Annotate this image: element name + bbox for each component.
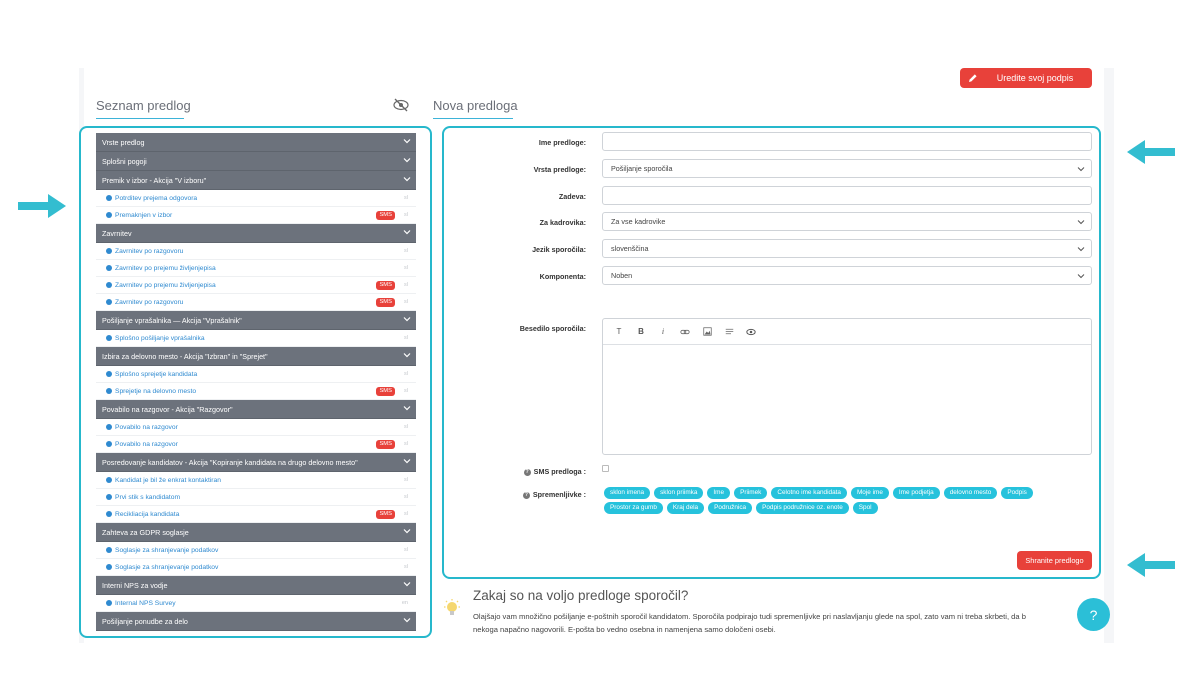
template-item-label: Kandidat je bil že enkrat kontaktiran xyxy=(115,476,221,484)
template-group-header[interactable] xyxy=(96,453,416,472)
arrow-left-icon xyxy=(1127,140,1175,164)
variable-tag[interactable]: Ime podjetja xyxy=(893,487,940,499)
chevron-right-circle-icon xyxy=(106,600,112,606)
info-icon: ? xyxy=(525,468,529,475)
chevron-right-circle-icon xyxy=(106,511,112,517)
chevron-right-circle-icon xyxy=(106,335,112,341)
sms-template-label-text: SMS predloga : xyxy=(533,467,586,476)
tab-new-template[interactable] xyxy=(433,98,518,113)
tab-template-list-label: Seznam predlog xyxy=(96,98,191,113)
template-item-label: Premaknjen v izbor xyxy=(115,211,173,219)
template-list-item[interactable] xyxy=(96,243,416,260)
recruiter-value: Za vse kadrovike xyxy=(611,217,666,226)
chevron-down-icon xyxy=(403,457,411,465)
template-group-header[interactable] xyxy=(96,612,416,631)
tab-underline xyxy=(433,118,513,119)
template-group-header[interactable] xyxy=(96,347,416,366)
image-icon[interactable] xyxy=(701,326,713,338)
chevron-down-icon xyxy=(403,315,411,323)
template-item-label: Internal NPS Survey xyxy=(115,599,176,607)
chevron-down-icon xyxy=(403,156,411,164)
link-icon[interactable] xyxy=(679,326,691,338)
subject-label: Zadeva: xyxy=(558,192,586,201)
language-label: Jezik sporočila: xyxy=(532,245,586,254)
text-style-icon[interactable]: T xyxy=(616,327,622,336)
chevron-down-icon xyxy=(1077,272,1085,280)
sms-badge: SMS xyxy=(376,211,395,220)
chevron-down-icon xyxy=(403,228,411,236)
component-label: Komponenta: xyxy=(539,272,586,281)
variable-tag[interactable]: Priimek xyxy=(734,487,767,499)
chevron-down-icon xyxy=(403,175,411,183)
language-code: sl xyxy=(404,564,408,570)
component-select[interactable] xyxy=(602,266,1092,285)
chevron-down-icon xyxy=(403,616,411,624)
variable-tag[interactable]: Podpis podružnice oz. enote xyxy=(756,502,849,514)
template-group-label: Povabilo na razgovor - Akcija "Razgovor" xyxy=(102,404,233,414)
template-list-item[interactable] xyxy=(96,542,416,559)
chevron-right-circle-icon xyxy=(106,212,112,218)
template-item-label: Zavrnitev po prejemu življenjepisa xyxy=(115,281,216,289)
chevron-right-circle-icon xyxy=(106,282,112,288)
template-group-header[interactable] xyxy=(96,576,416,595)
chevron-down-icon xyxy=(403,580,411,588)
eye-off-icon[interactable] xyxy=(393,98,409,112)
template-group-header[interactable] xyxy=(96,133,416,152)
chevron-right-circle-icon xyxy=(106,371,112,377)
tab-template-list[interactable] xyxy=(96,98,191,113)
sms-template-label xyxy=(436,467,586,476)
chevron-right-circle-icon xyxy=(106,547,112,553)
template-list-item[interactable] xyxy=(96,294,416,311)
template-group-label: Interni NPS za vodje xyxy=(102,580,168,590)
help-text-line: Olajšajo vam množično pošiljanje e-poštnih sporočil kandidatom. Sporočila podpirajo tudi spremenljivke pri naslavljanju glede na spol, zato vam ni treba skrbeti, da b xyxy=(473,612,1026,621)
chevron-right-circle-icon xyxy=(106,248,112,254)
save-template-label: Shranite predlogo xyxy=(1025,556,1084,565)
template-list-item[interactable] xyxy=(96,190,416,207)
chevron-down-icon xyxy=(1077,245,1085,253)
template-item-label: Povabilo na razgovor xyxy=(115,440,178,448)
template-group-label: Premik v izbor - Akcija "V izboru" xyxy=(102,175,207,185)
template-name-input[interactable] xyxy=(602,132,1092,151)
language-code: sl xyxy=(404,388,408,394)
template-item-label: Zavrnitev po razgovoru xyxy=(115,247,184,255)
template-list-item[interactable] xyxy=(96,506,416,523)
template-item-label: Splošno pošiljanje vprašalnika xyxy=(115,334,205,342)
template-group-label: Posredovanje kandidatov - Akcija "Kopiranje kandidata na drugo delovno mesto" xyxy=(102,457,358,467)
recruiter-label: Za kadrovika: xyxy=(539,218,586,227)
template-group-label: Zahteva za GDPR soglasje xyxy=(102,527,189,537)
template-item-label: Prvi stik s kandidatom xyxy=(115,493,181,501)
sms-badge: SMS xyxy=(376,387,395,396)
template-list-item[interactable] xyxy=(96,277,416,294)
sms-template-checkbox[interactable] xyxy=(602,465,609,472)
message-body-label: Besedilo sporočila: xyxy=(519,324,586,333)
sms-badge: SMS xyxy=(376,298,395,307)
component-value: Noben xyxy=(611,271,633,280)
template-list-item[interactable] xyxy=(96,383,416,400)
variable-tag[interactable]: Celotno ime kandidata xyxy=(771,487,847,499)
bold-icon[interactable]: B xyxy=(638,327,644,336)
help-title: Zakaj so na voljo predloge sporočil? xyxy=(473,588,689,603)
help-text xyxy=(473,610,1093,636)
template-item-label: Potrditev prejema odgovora xyxy=(115,194,198,202)
variable-tag[interactable]: sklon priimka xyxy=(654,487,703,499)
language-select[interactable] xyxy=(602,239,1092,258)
info-icon: ? xyxy=(524,491,528,498)
template-list-item[interactable] xyxy=(96,595,416,612)
tab-new-template-label: Nova predloga xyxy=(433,98,518,113)
template-item-label: Recikliacija kandidata xyxy=(115,510,180,518)
variable-tag[interactable]: sklon imena xyxy=(604,487,650,499)
template-item-label: Soglasje za shranjevanje podatkov xyxy=(115,546,219,554)
recruiter-select[interactable] xyxy=(602,212,1092,231)
template-name-label: Ime predloge: xyxy=(538,138,586,147)
template-group-header[interactable] xyxy=(96,523,416,542)
chevron-down-icon xyxy=(403,137,411,145)
chevron-down-icon xyxy=(1077,165,1085,173)
template-list xyxy=(96,133,416,631)
language-code: sl xyxy=(404,282,408,288)
template-list-item[interactable] xyxy=(96,207,416,224)
chevron-right-circle-icon xyxy=(106,477,112,483)
template-list-item[interactable] xyxy=(96,436,416,453)
chevron-down-icon xyxy=(403,351,411,359)
language-value: slovenščina xyxy=(611,244,649,253)
chevron-down-icon xyxy=(1077,218,1085,226)
template-item-label: Povabilo na razgovor xyxy=(115,423,178,431)
variable-tag[interactable]: Moje ime xyxy=(851,487,889,499)
variables-label xyxy=(436,490,586,499)
template-group-label: Pošiljanje ponudbe za delo xyxy=(102,616,188,626)
language-code: sl xyxy=(404,248,408,254)
variable-tag[interactable]: delovno mesto xyxy=(944,487,998,499)
message-body-editor[interactable] xyxy=(602,318,1092,455)
save-template-button[interactable] xyxy=(1017,551,1092,570)
lightbulb-icon xyxy=(442,598,462,618)
variable-tag[interactable]: Spol xyxy=(853,502,878,514)
help-button[interactable] xyxy=(1077,598,1110,631)
language-code: sl xyxy=(404,511,408,517)
chevron-down-icon xyxy=(403,527,411,535)
template-list-item[interactable] xyxy=(96,260,416,277)
template-list-item[interactable] xyxy=(96,330,416,347)
language-code: sl xyxy=(404,299,408,305)
edit-signature-button[interactable] xyxy=(960,68,1092,88)
language-code: sl xyxy=(404,547,408,553)
template-item-label: Sprejetje na delovno mesto xyxy=(115,387,197,395)
language-code: sl xyxy=(404,195,408,201)
template-group-header[interactable] xyxy=(96,152,416,171)
variable-tag[interactable]: Podpis xyxy=(1001,487,1033,499)
template-group-header[interactable] xyxy=(96,311,416,330)
variable-tag[interactable]: Podružnica xyxy=(708,502,752,514)
arrow-left-icon xyxy=(1127,553,1175,577)
template-type-select[interactable] xyxy=(602,159,1092,178)
template-group-header[interactable] xyxy=(96,171,416,190)
variables-tag-list xyxy=(604,487,1084,514)
variables-label-text: Spremenljivke : xyxy=(532,490,586,499)
template-group-label: Zavrnitev xyxy=(102,228,132,238)
language-code: sl xyxy=(404,494,408,500)
sms-badge: SMS xyxy=(376,440,395,449)
help-button-label: ? xyxy=(1089,606,1098,623)
chevron-right-circle-icon xyxy=(106,299,112,305)
tab-underline xyxy=(96,118,184,119)
language-code: sl xyxy=(404,212,408,218)
subject-input[interactable] xyxy=(602,186,1092,205)
chevron-down-icon xyxy=(403,404,411,412)
template-group-header[interactable] xyxy=(96,224,416,243)
chevron-right-circle-icon xyxy=(106,424,112,430)
template-item-label: Splošno sprejetje kandidata xyxy=(115,370,198,378)
template-list-item[interactable] xyxy=(96,559,416,576)
language-code: sl xyxy=(404,335,408,341)
chevron-right-circle-icon xyxy=(106,564,112,570)
chevron-right-circle-icon xyxy=(106,494,112,500)
template-list-item[interactable] xyxy=(96,419,416,436)
language-code: sl xyxy=(404,441,408,447)
chevron-right-circle-icon xyxy=(106,195,112,201)
variable-tag[interactable]: Kraj dela xyxy=(667,502,704,514)
language-code: sl xyxy=(404,265,408,271)
sms-badge: SMS xyxy=(376,510,395,519)
template-group-label: Pošiljanje vprašalnika — Akcija "Vprašalnik" xyxy=(102,315,242,325)
template-group-label: Izbira za delovno mesto - Akcija "Izbran" in "Sprejet" xyxy=(102,351,268,361)
template-list-item[interactable] xyxy=(96,366,416,383)
variable-tag[interactable]: Prostor za gumb xyxy=(604,502,663,514)
list-icon[interactable] xyxy=(723,326,735,338)
preview-icon[interactable] xyxy=(745,326,757,338)
arrow-right-icon xyxy=(18,194,66,218)
editor-toolbar xyxy=(603,319,1091,345)
help-text-line: nekoga napačno nagovorili. E-pošta bo vedno osebna in namenjena samo določeni osebi. xyxy=(473,625,776,634)
italic-icon[interactable]: i xyxy=(661,327,665,336)
template-type-value: Pošiljanje sporočila xyxy=(611,164,673,173)
sms-badge: SMS xyxy=(376,281,395,290)
language-code: sl xyxy=(404,371,408,377)
template-group-label: Splošni pogoji xyxy=(102,156,147,166)
template-type-label: Vrsta predloge: xyxy=(533,165,586,174)
template-group-header[interactable] xyxy=(96,400,416,419)
edit-signature-label: Uredite svoj podpis xyxy=(996,73,1074,83)
chevron-right-circle-icon xyxy=(106,388,112,394)
chevron-right-circle-icon xyxy=(106,265,112,271)
template-item-label: Soglasje za shranjevanje podatkov xyxy=(115,563,219,571)
pencil-icon xyxy=(968,73,978,83)
template-item-label: Zavrnitev po razgovoru xyxy=(115,298,184,306)
template-list-item[interactable] xyxy=(96,472,416,489)
template-list-item[interactable] xyxy=(96,489,416,506)
chevron-right-circle-icon xyxy=(106,441,112,447)
language-code: sl xyxy=(404,477,408,483)
template-group-label: Vrste predlog xyxy=(102,137,145,147)
variable-tag[interactable]: Ime xyxy=(707,487,730,499)
language-code: sl xyxy=(404,424,408,430)
language-code: en xyxy=(401,600,408,606)
template-item-label: Zavrnitev po prejemu življenjepisa xyxy=(115,264,216,272)
